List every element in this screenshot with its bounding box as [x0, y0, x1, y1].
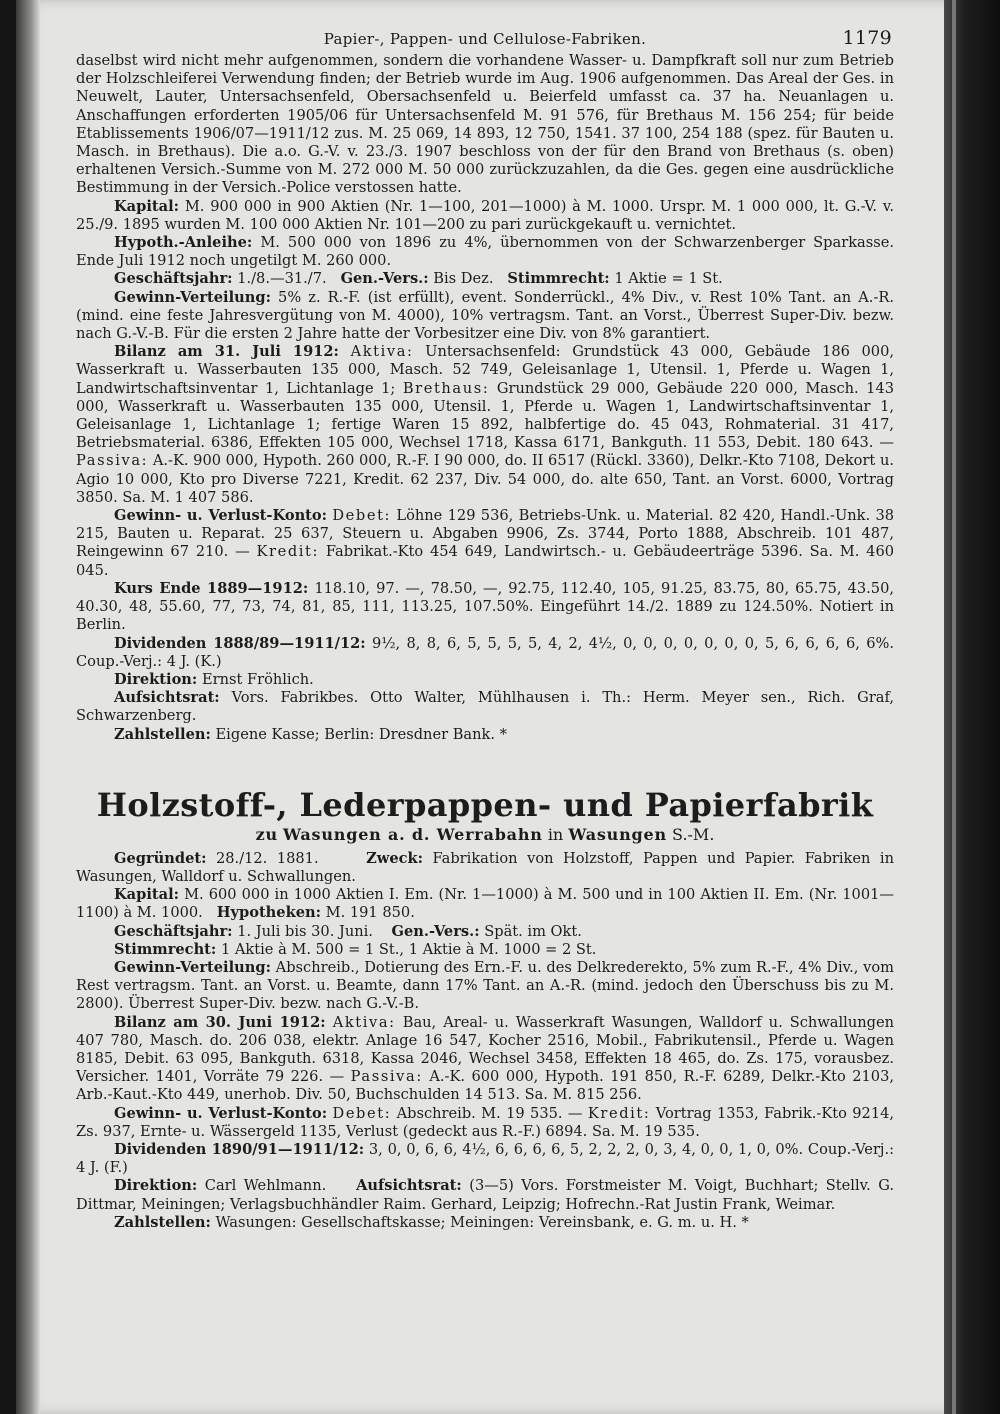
entry2-direktion [76, 1177, 894, 1213]
entry1-direktion [76, 671, 894, 689]
zahl-text: Eigene Kasse; Berlin: Dresdner Bank. * [215, 725, 507, 743]
kredit-word: Kredit: [587, 1104, 651, 1122]
brethaus-word: Brethaus: [402, 379, 490, 397]
div-text: 9½, 8, 8, 6, 5, 5, 5, 5, 4, 2, 4½, 0, 0, 0, 0, 0, 0, 0, 5, 6, 6, 6, 6, 6%. Coup.-Verj.: 4 J. (K.) [76, 634, 895, 670]
passiva-word: Passiva: [350, 1068, 423, 1086]
kapital-text: M. 900 000 in 900 Aktien (Nr. 1—100, 201—1000) à M. 1000. Urspr. M. 1 000 000, lt. G.-V. v. 25./9. 1895 wurden M. 100 000 Aktien Nr. 101—200 zu pari zurückgekauft u. vernichtet. [76, 197, 895, 233]
aktiva-word: Aktiva: [350, 343, 414, 361]
kredit-word: Kredit: [256, 543, 320, 561]
passiva-word: Passiva: [76, 452, 149, 470]
stimm-text: 1 Aktie à M. 500 = 1 St., 1 Aktie à M. 1000 = 2 St. [220, 940, 597, 958]
bilanz-text-3: A.-K. 900 000, Hypoth. 260 000, R.-F. I 90 000, do. II 6517 (Rückl. 3360), Delkr.-Kto 7108, Dekort u. Agio 10 000, Kto pro Diverse 7221, Kredit. 62 237, Div. 54 000, do. alte 650, Tant. an Vorst. 6000, Vortrag 3850. Sa. M. 1 407 586. [76, 452, 894, 506]
bilanz-text-1: Bau, Areal- u. Wasserkraft Wasungen, Walldorf u. Schwallungen 407 780, Masch. do. 206 038, elektr. Anlage 16 547, Kocher 2516, Mobil., Fabrikutensil., Pferde u. Wagen 8185, Debit. 63 095, Bankguth. 6318, Kassa 2046, Wechsel 3458, Effekten 18 465, do. Zs. 175, vorausbez. Versicher. 1401, Vorräte 79 226. — [76, 1013, 895, 1086]
aktiva-word: Aktiva: [332, 1013, 396, 1031]
bilanz-text-2: A.-K. 600 000, Hypoth. 191 850, R.-F. 6289, Delkr.-Kto 2103, Arb.-Kaut.-Kto 449, unerhob. Div. 50, Buchschulden 14 513. Sa. M. 815 256. [76, 1068, 894, 1104]
entry2-gegruendet [76, 850, 894, 886]
guv-text-2: Fabrikat.-Kto 454 649, Landwirtsch.- u. Gebäudeerträge 5396. Sa. M. 460 045. [76, 543, 895, 579]
entry2-zahlstellen [76, 1214, 894, 1232]
dir-text: Ernst Fröhlich. [201, 670, 314, 688]
zweck-label: Zweck: [366, 849, 423, 867]
debet-word: Debet: [332, 507, 392, 525]
bilanz-label: Bilanz am 30. Juni 1912: [114, 1013, 326, 1031]
anleihe-text: M. 500 000 von 1896 zu 4%, übernommen von der Schwarzenberger Sparkasse. Ende Juli 1912 noch ungetilgt M. 260 000. [76, 234, 894, 270]
page-content [76, 28, 894, 1232]
running-header [76, 28, 894, 52]
gj-label: Geschäftsjahr: [114, 270, 233, 288]
gv-text: Spät. im Okt. [484, 922, 582, 940]
entry1-kurs [76, 580, 894, 635]
book-edge [944, 0, 1000, 1414]
div-text: 3, 0, 0, 6, 6, 4½, 6, 6, 6, 6, 5, 2, 2, 2, 0, 3, 4, 0, 0, 1, 0, 0%. Coup.-Verj.: 4 J. (F.) [76, 1140, 894, 1177]
gv-text: Bis Dez. [433, 270, 494, 288]
hyp-label: Hypotheken: [216, 904, 321, 922]
stimm-text: 1 Aktie = 1 St. [614, 270, 723, 288]
entry2-kapital [76, 886, 894, 922]
kapital-label: Kapital: [114, 886, 180, 904]
div-label: Dividenden 1890/91—1911/12: [114, 1140, 365, 1158]
dir-label: Direktion: [114, 1177, 198, 1195]
guv-label: Gewinn- u. Verlust-Konto: [114, 1104, 328, 1122]
company-title: Holzstoff-, Lederpappen- und Papierfabrik [96, 785, 874, 824]
gegr-label: Gegründet: [114, 849, 207, 867]
sub-zu: zu [255, 824, 278, 844]
page-binding [16, 0, 40, 1414]
entry2-dividenden [76, 1141, 894, 1177]
gewinnvert-label: Gewinn-Verteilung: [114, 288, 271, 306]
company-subtitle [76, 824, 894, 846]
gj-text: 1./8.—31./7. [237, 270, 327, 288]
entry1-aufsichtsrat [76, 689, 894, 725]
gegr-text: 28./12. 1881. [215, 849, 319, 867]
zweck-text: Fabrikation von Holzstoff, Pappen und Papier. Fabriken in Wasungen, Walldorf u. Schwallungen. [76, 849, 895, 885]
kapital-label: Kapital: [114, 197, 180, 215]
sub-in: in [547, 824, 564, 844]
entry2-bilanz [76, 1014, 894, 1105]
entry1-geschaeftsjahr [76, 270, 894, 288]
gewinnvert-label: Gewinn-Verteilung: [114, 958, 271, 976]
anleihe-label: Hypoth.-Anleihe: [114, 234, 253, 252]
entry1-zahlstellen [76, 726, 894, 744]
sub-place-1: Wasungen a. d. Werrabahn [283, 824, 543, 844]
zahl-text: Wasungen: Gesellschaftskasse; Meiningen: Vereinsbank, e. G. m. u. H. * [215, 1213, 749, 1231]
gj-text: 1. Juli bis 30. Juni. [237, 922, 373, 940]
entry2-geschaeftsjahr [76, 923, 894, 941]
kurs-label: Kurs Ende 1889—1912: [114, 579, 309, 597]
gj-label: Geschäftsjahr: [114, 922, 233, 940]
ar-label: Aufsichtsrat: [114, 689, 220, 707]
guv-label: Gewinn- u. Verlust-Konto: [114, 507, 328, 525]
div-label: Dividenden 1888/89—1911/12: [114, 634, 366, 652]
gewinnvert-text: Abschreib., Dotierung des Ern.-F. u. des Delkrederekto, 5% zum R.-F., 4% Div., vom Rest vertragsm. Tant. an Vorst. u. Beamte, dann 17% Tant. an A.-R. (mind. jedoch den Überschuss bis zu M. 2800). Überrest Super-Div. bezw. nach G.-V.-B. [76, 958, 894, 1013]
gv-label: Gen.-Vers.: [340, 270, 429, 288]
entry1-gewinnverteilung [76, 289, 894, 344]
sub-place-2: Wasungen [568, 824, 667, 844]
sub-region: S.-M. [672, 824, 715, 844]
book-page [16, 0, 944, 1414]
guv-text-1: Löhne 129 536, Betriebs-Unk. u. Material. 82 420, Handl.-Unk. 38 215, Bauten u. Reparat. 25 637, Steuern u. Abgaben 9906, Zs. 3744, Porto 1888, Abschreib. 101 487, Reingewinn 67 210. — [76, 507, 895, 561]
entry1-bilanz [76, 343, 894, 507]
bilanz-label: Bilanz am 31. Juli 1912: [114, 343, 339, 361]
entry1-intro: daselbst wird nicht mehr aufgenommen, sondern die vorhandene Wasser- u. Dampfkraft soll nur zum Betrieb der Holzschleiferei Verwendung finden; der Betrieb wurde im Aug. 1906 aufgenommen. Das Areal der Ges. in Neuwelt, Lauter, Untersachsenfeld, Obersachsenfeld u. Beierfeld umfasst ca. 37 ha. Neuanlagen u. Anschaffungen erforderten 1905/06 für Untersachsenfeld M. 91 576, für Brethaus M. 156 254; für beide Etablissements 1906/07—1911/12 zus. M. 25 069, 14 893, 12 750, 1541. 37 100, 254 188 (spez. für Bauten u. Masch. in Brethaus). Die a.o. G.-V. v. 23./3. 1907 beschloss von der für den Brand von Brethaus (s. oben) erhaltenen Versich.-Summe von M. 272 000 M. 50 000 zurückzuzahlen, da die Ges. gegen eine ausdrückliche Bestimmung in der Versich.-Police verstossen hatte. [76, 52, 894, 197]
edge-strip [952, 0, 956, 1414]
entry2-stimmrecht [76, 941, 894, 959]
entry1-dividenden [76, 635, 894, 671]
debet-word: Debet: [332, 1104, 392, 1122]
hyp-text: M. 191 850. [325, 904, 415, 922]
ar-text: Vors. Fabrikbes. Otto Walter, Mühlhausen i. Th.: Herm. Meyer sen., Rich. Graf, Schwarzenberg. [76, 689, 895, 725]
running-title: Papier-, Pappen- und Cellulose-Fabriken. [323, 30, 647, 48]
page-number: 1179 [842, 27, 892, 49]
dir-label: Direktion: [114, 670, 198, 688]
zahl-label: Zahlstellen: [114, 1213, 211, 1231]
guv-text-1: Abschreib. M. 19 535. — [396, 1104, 583, 1122]
entry1-guv [76, 507, 894, 580]
stimm-label: Stimmrecht: [114, 940, 217, 958]
dir-text: Carl Wehlmann. [204, 1177, 327, 1195]
bilanz-text-2: Grundstück 29 000, Gebäude 220 000, Masch. 143 000, Wasserkraft u. Wasserbauten 135 000, Utensil. 1, Pferde u. Wagen 1, Landwirtschaftsinventar 1, Geleisanlage 1, Lichtanlage 1; fertige Waren 15 892, halbfertige do. 45 043, Rohmaterial. 31 417, Betriebsmaterial. 6386, Effekten 105 000, Wechsel 1718, Kassa 6171, Bankguth. 11 553, Debit. 180 643. — [76, 379, 895, 452]
gewinnvert-text: 5% z. R.-F. (ist erfüllt), event. Sonderrückl., 4% Div., v. Rest 10% Tant. an A.-R. (mind. eine feste Jahresvergütung von M. 4000), 10% vertragsm. Tant. an Vorst., Überrest Super-Div. bezw. nach G.-V.-B. Für die ersten 2 Jahre hatte der Vorbesitzer eine Div. von 8% garantiert. [76, 288, 894, 343]
entry1-kapital [76, 198, 894, 234]
entry2-guv [76, 1105, 894, 1141]
ar-label: Aufsichtsrat: [356, 1177, 462, 1195]
stimm-label: Stimmrecht: [507, 270, 610, 288]
guv-text-2: Vortrag 1353, Fabrik.-Kto 9214, Zs. 937, Ernte- u. Wässergeld 1135, Verlust (gedeckt aus R.-F.) 6894. Sa. M. 19 535. [76, 1104, 895, 1140]
entry2-gewinnverteilung [76, 959, 894, 1014]
gv-label: Gen.-Vers.: [391, 922, 480, 940]
zahl-label: Zahlstellen: [114, 725, 211, 743]
entry1-anleihe [76, 234, 894, 270]
ar-text: (3—5) Vors. Forstmeister M. Voigt, Buchhart; Stellv. G. Dittmar, Meiningen; Verlagsbuchhändler Raim. Gerhard, Leipzig; Hofrechn.-Rat Justin Frank, Weimar. [76, 1177, 895, 1213]
bilanz-text-1: Untersachsenfeld: Grundstück 43 000, Gebäude 186 000, Wasserkraft u. Wasserbauten 135 000, Masch. 52 749, Geleisanlage 1, Utensil. 1, Pferde u. Wagen 1, Landwirtschaftsinventar 1, Lichtanlage 1; [76, 343, 895, 397]
kapital-text: M. 600 000 in 1000 Aktien I. Em. (Nr. 1—1000) à M. 500 und in 100 Aktien II. Em. (Nr. 1001—1100) à M. 1000. [76, 886, 895, 922]
kurs-text: 118.10, 97. —, 78.50, —, 92.75, 112.40, 105, 91.25, 83.75, 80, 65.75, 43.50, 40.30, 48, 55.60, 77, 73, 74, 81, 85, 111, 113.25, 107.50%. Eingeführt 14./2. 1889 zu 124.50%. Notiert in Berlin. [76, 579, 895, 634]
